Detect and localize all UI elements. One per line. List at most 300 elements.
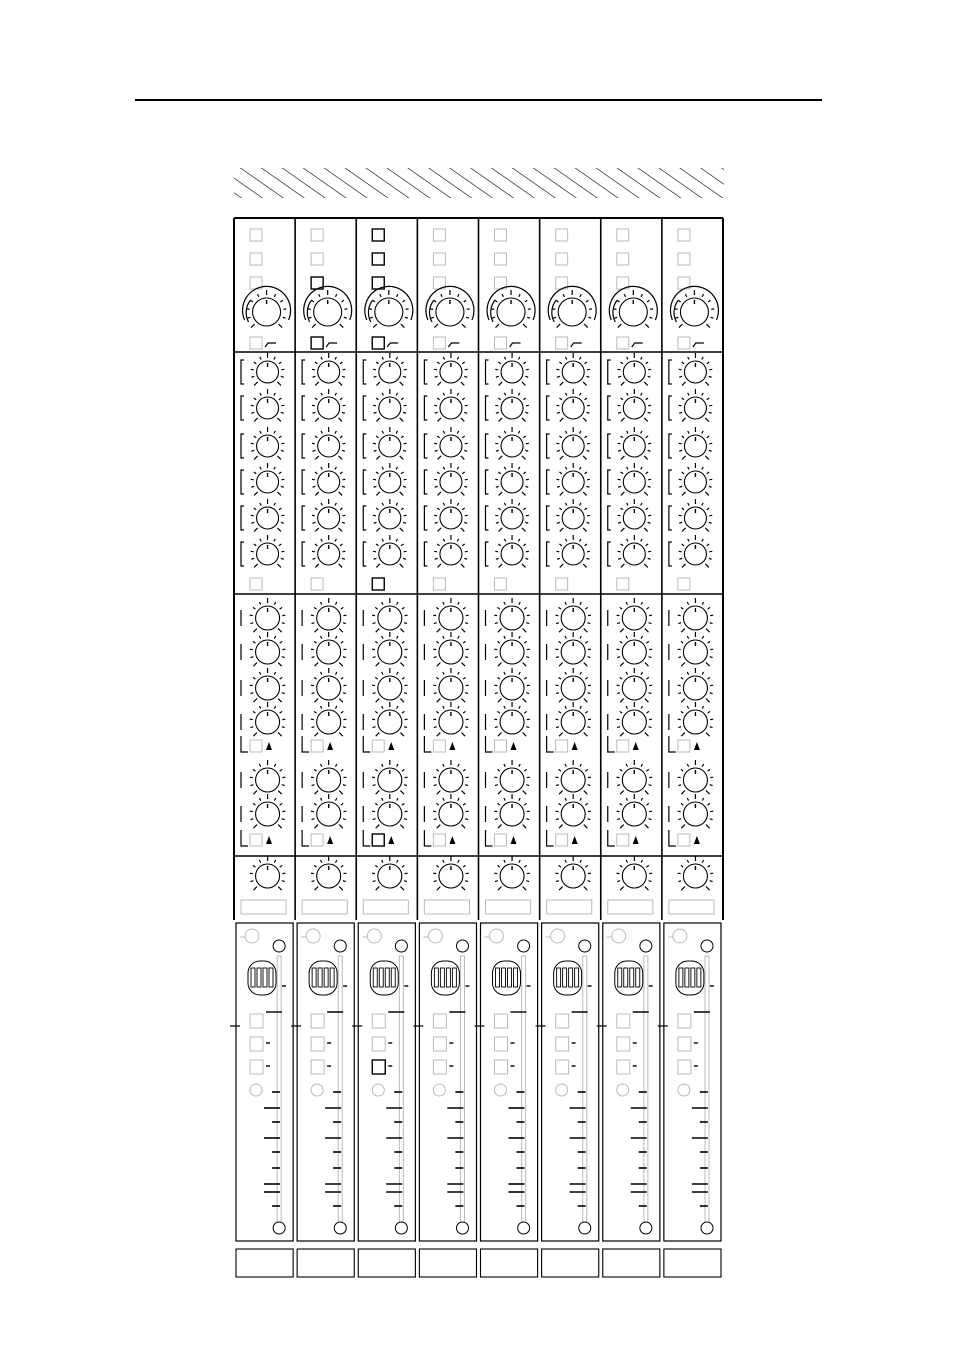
eq-knob-1[interactable]: [312, 353, 346, 385]
eq-knob-1[interactable]: [434, 353, 468, 385]
fader-cap-icon[interactable]: [334, 1222, 346, 1234]
gain-knob-tick: [624, 294, 625, 297]
eq-knob-4[interactable]: [556, 463, 590, 495]
eq-knob-5[interactable]: [434, 499, 468, 531]
input-button-2[interactable]: [617, 253, 629, 265]
aux-knob-4[interactable]: [433, 702, 469, 736]
pan-knob[interactable]: [678, 856, 714, 890]
input-button-1[interactable]: [250, 229, 262, 241]
aux-knob-6[interactable]: [250, 794, 286, 828]
scribble-strip-icon[interactable]: [358, 1249, 415, 1277]
eq-knob-5-tick: [277, 528, 281, 532]
eq-knob-4[interactable]: [434, 463, 468, 495]
eq-knob-6-tick: [260, 539, 261, 542]
scribble-strip-icon[interactable]: [603, 1249, 660, 1277]
aux-knob-2[interactable]: [433, 632, 469, 666]
gain-knob-tick: [618, 324, 622, 328]
aux-knob-5[interactable]: [250, 760, 286, 794]
aux-knob-1[interactable]: [250, 598, 286, 632]
aux-pre-button-1[interactable]: [250, 740, 262, 752]
fader-cap-icon[interactable]: [701, 1222, 713, 1234]
input-button-1[interactable]: [495, 229, 507, 241]
hpf-curve-icon: [510, 343, 521, 347]
aux-knob-2[interactable]: [372, 632, 408, 666]
eq-knob-5[interactable]: [373, 499, 407, 531]
aux-knob-4[interactable]: [311, 702, 347, 736]
aux-pre-button-1[interactable]: [617, 740, 629, 752]
aux-knob-4-tick: [343, 727, 346, 728]
eq-knob-2-tick: [321, 393, 322, 396]
eq-knob-6[interactable]: [373, 535, 407, 567]
pan-knob[interactable]: [311, 856, 347, 890]
aux-knob-2-tick: [278, 663, 282, 667]
group-button-3[interactable]: [556, 1060, 569, 1074]
eq-knob-6[interactable]: [434, 535, 468, 567]
fader-cap-icon[interactable]: [640, 1222, 652, 1234]
channel-label-strip[interactable]: [302, 900, 347, 914]
group-button-3[interactable]: [250, 1060, 263, 1074]
aux-knob-2-tick: [706, 663, 710, 667]
scribble-strip-icon[interactable]: [297, 1249, 354, 1277]
eq-knob-3[interactable]: [495, 427, 529, 459]
hpf-button[interactable]: [495, 337, 507, 349]
input-button-2[interactable]: [250, 253, 262, 265]
gain-knob[interactable]: [247, 290, 287, 328]
fader-top-screw: [273, 940, 285, 952]
gain-knob[interactable]: [491, 290, 531, 328]
eq-knob-2-tick: [559, 398, 561, 400]
aux-knob-5[interactable]: [433, 760, 469, 794]
aux-knob-5-tick: [585, 769, 587, 771]
pan-knob[interactable]: [433, 856, 469, 890]
aux-knob-4[interactable]: [494, 702, 530, 736]
group-button-3[interactable]: [311, 1060, 324, 1074]
aux-knob-1[interactable]: [494, 598, 530, 632]
aux-pre-button-2[interactable]: [311, 834, 323, 846]
eq-knob-5[interactable]: [312, 499, 346, 531]
gain-knob[interactable]: [614, 290, 654, 328]
aux-knob-6[interactable]: [555, 794, 591, 828]
eq-knob-6[interactable]: [618, 535, 652, 567]
eq-knob-1-tick: [705, 382, 709, 386]
group-button-3[interactable]: [495, 1060, 508, 1074]
aux-knob-1[interactable]: [311, 598, 347, 632]
aux-knob-4[interactable]: [617, 702, 653, 736]
aux-pre-button-1[interactable]: [433, 740, 445, 752]
aux-knob-2[interactable]: [617, 632, 653, 666]
eq-knob-3-tick: [342, 450, 345, 451]
aux-knob-1-tick: [559, 607, 561, 609]
aux-knob-2-tick: [620, 663, 624, 667]
pre-indicator-icon: [511, 836, 517, 844]
input-button-1[interactable]: [311, 229, 323, 241]
group-button-1[interactable]: [617, 1014, 630, 1028]
eq-button[interactable]: [495, 578, 507, 590]
pan-knob-tick: [437, 887, 441, 891]
pan-knob[interactable]: [617, 856, 653, 890]
group-button-1[interactable]: [433, 1014, 446, 1028]
group-button-1[interactable]: [250, 1014, 263, 1028]
fader-track: [461, 956, 465, 1226]
aux-knob-6[interactable]: [678, 794, 714, 828]
eq-bracket: [486, 360, 489, 384]
aux-pre-button-2[interactable]: [495, 834, 507, 846]
aux-pre-button-2[interactable]: [250, 834, 262, 846]
eq-knob-5-tick: [496, 522, 499, 523]
eq-button[interactable]: [433, 578, 445, 590]
fader-cap-icon[interactable]: [395, 1222, 407, 1234]
aux-knob-5[interactable]: [678, 760, 714, 794]
aux-knob-5-tick: [559, 791, 563, 795]
gain-knob-tick: [312, 300, 314, 302]
aux-knob-6[interactable]: [617, 794, 653, 828]
gain-knob[interactable]: [308, 290, 348, 328]
group-button-2[interactable]: [250, 1037, 263, 1051]
aux-knob-3-tick: [458, 672, 459, 675]
eq-knob-2[interactable]: [679, 389, 713, 421]
group-button-1[interactable]: [556, 1014, 569, 1028]
hpf-button[interactable]: [250, 337, 262, 349]
group-button-2[interactable]: [311, 1037, 324, 1051]
eq-button[interactable]: [250, 578, 262, 590]
aux-knob-2[interactable]: [250, 632, 286, 666]
aux-knob-2-tick: [646, 641, 648, 643]
aux-knob-3-tick: [434, 693, 437, 694]
aux-knob-1-tick: [343, 623, 346, 624]
eq-knob-3[interactable]: [373, 427, 407, 459]
channel-strip-3: [352, 218, 415, 1277]
group-button-1[interactable]: [311, 1014, 324, 1028]
aux-pre-button-2[interactable]: [556, 834, 568, 846]
eq-knob-2-tick: [679, 412, 682, 413]
eq-bracket: [424, 434, 427, 458]
aux-knob-3[interactable]: [250, 668, 286, 702]
hpf-button[interactable]: [678, 337, 690, 349]
eq-knob-2[interactable]: [312, 389, 346, 421]
eq-knob-2-tick: [340, 398, 342, 400]
input-button-1[interactable]: [617, 229, 629, 241]
eq-knob-5-tick: [274, 503, 275, 506]
eq-knob-3[interactable]: [312, 427, 346, 459]
gain-knob-tick: [708, 300, 710, 302]
group-button-2[interactable]: [678, 1037, 691, 1051]
aux-knob-4[interactable]: [678, 702, 714, 736]
aux-knob-1[interactable]: [617, 598, 653, 632]
eq-knob-2-tick: [382, 393, 383, 396]
eq-button[interactable]: [678, 578, 690, 590]
aux-knob-6[interactable]: [433, 794, 469, 828]
eq-knob-5-tick: [281, 522, 284, 523]
eq-knob-1[interactable]: [373, 353, 407, 385]
hpf-button[interactable]: [433, 337, 445, 349]
group-button-2[interactable]: [617, 1037, 630, 1051]
group-button-2[interactable]: [372, 1037, 385, 1051]
eq-knob-2[interactable]: [556, 389, 590, 421]
input-button-2[interactable]: [433, 253, 445, 265]
input-button-2[interactable]: [372, 253, 384, 265]
aux-knob-3[interactable]: [311, 668, 347, 702]
channel-label-strip[interactable]: [669, 900, 714, 914]
fader-cap-icon[interactable]: [273, 1222, 285, 1234]
eq-knob-1-tick: [340, 362, 342, 364]
aux-knob-5[interactable]: [617, 760, 653, 794]
eq-knob-3[interactable]: [618, 427, 652, 459]
led-icon: [245, 929, 259, 943]
eq-knob-5-tick: [702, 503, 703, 506]
eq-knob-5[interactable]: [495, 499, 529, 531]
eq-knob-6[interactable]: [556, 535, 590, 567]
eq-button[interactable]: [556, 578, 568, 590]
gain-knob-tick: [614, 317, 617, 318]
pan-knob-tick: [641, 860, 642, 863]
aux-knob-1-tick: [463, 607, 465, 609]
group-button-3[interactable]: [372, 1060, 385, 1074]
eq-knob-1-tick: [522, 382, 526, 386]
eq-knob-5[interactable]: [679, 499, 713, 531]
hpf-button[interactable]: [311, 337, 323, 349]
aux-knob-3[interactable]: [678, 668, 714, 702]
pan-knob[interactable]: [372, 856, 408, 890]
eq-knob-1[interactable]: [251, 353, 285, 385]
eq-bracket: [241, 396, 244, 420]
aux-knob-3-tick: [626, 672, 627, 675]
aux-knob-1[interactable]: [433, 598, 469, 632]
eq-knob-5-tick: [321, 503, 322, 506]
aux-knob-5[interactable]: [555, 760, 591, 794]
aux-pre-button-1[interactable]: [495, 740, 507, 752]
eq-knob-3-tick: [438, 456, 442, 460]
aux-knob-3-tick: [559, 699, 563, 703]
led-icon: [490, 929, 504, 943]
pan-knob-tick: [681, 887, 685, 891]
aux-knob-3[interactable]: [372, 668, 408, 702]
eq-knob-1[interactable]: [679, 353, 713, 385]
scribble-strip-icon[interactable]: [236, 1249, 293, 1277]
eq-knob-3[interactable]: [434, 427, 468, 459]
hpf-button[interactable]: [372, 337, 384, 349]
eq-knob-4-tick: [376, 492, 380, 496]
eq-knob-1[interactable]: [495, 353, 529, 385]
eq-button[interactable]: [311, 578, 323, 590]
eq-knob-6-tick: [618, 558, 621, 559]
pan-knob[interactable]: [555, 856, 591, 890]
pan-knob[interactable]: [250, 856, 286, 890]
eq-knob-6[interactable]: [679, 535, 713, 567]
eq-knob-1[interactable]: [618, 353, 652, 385]
input-button-2[interactable]: [495, 253, 507, 265]
eq-knob-4-tick: [279, 472, 281, 474]
eq-knob-5-tick: [644, 528, 648, 532]
eq-knob-5[interactable]: [556, 499, 590, 531]
aux-knob-1-tick: [339, 629, 343, 633]
group-button-3[interactable]: [617, 1060, 630, 1074]
eq-knob-4[interactable]: [373, 463, 407, 495]
channel-label-strip[interactable]: [424, 900, 469, 914]
input-button-1[interactable]: [433, 229, 445, 241]
aux-knob-2-tick: [580, 636, 581, 639]
aux-knob-3[interactable]: [555, 668, 591, 702]
eq-knob-3[interactable]: [556, 427, 590, 459]
eq-knob-6-tick: [648, 558, 651, 559]
aux-knob-3[interactable]: [494, 668, 530, 702]
aux-knob-5-tick: [339, 791, 343, 795]
eq-knob-6[interactable]: [495, 535, 529, 567]
aux-knob-3-tick: [580, 672, 581, 675]
group-button-2[interactable]: [495, 1037, 508, 1051]
meter-segment: [318, 968, 322, 987]
group-button-1[interactable]: [678, 1014, 691, 1028]
solo-led-icon: [311, 1084, 323, 1096]
eq-knob-6-tick: [462, 544, 464, 546]
eq-knob-3-tick: [682, 436, 684, 438]
eq-knob-2[interactable]: [251, 389, 285, 421]
channel-strip-1: [230, 229, 293, 1277]
aux-knob-6[interactable]: [494, 794, 530, 828]
eq-knob-2[interactable]: [618, 389, 652, 421]
eq-knob-1-tick: [518, 357, 519, 360]
input-button-2[interactable]: [678, 253, 690, 265]
eq-knob-5-tick: [403, 522, 406, 523]
channel-label-strip[interactable]: [486, 900, 531, 914]
aux-knob-5[interactable]: [311, 760, 347, 794]
eq-knob-2[interactable]: [373, 389, 407, 421]
aux-knob-5[interactable]: [372, 760, 408, 794]
eq-knob-2-tick: [648, 412, 651, 413]
input-button-1[interactable]: [556, 229, 568, 241]
aux-pre-button-1[interactable]: [678, 740, 690, 752]
aux-knob-2[interactable]: [678, 632, 714, 666]
gain-knob[interactable]: [552, 290, 592, 328]
channel-label-strip[interactable]: [547, 900, 592, 914]
eq-knob-5-tick: [641, 503, 642, 506]
aux-knob-2[interactable]: [311, 632, 347, 666]
input-button-1[interactable]: [678, 229, 690, 241]
aux-knob-2-tick: [641, 636, 642, 639]
eq-knob-1[interactable]: [556, 353, 590, 385]
aux-knob-6-tick: [382, 798, 383, 801]
gain-knob-tick: [523, 324, 527, 328]
aux-pre-button-1[interactable]: [372, 740, 384, 752]
meter-segment: [679, 968, 683, 987]
aux-knob-6[interactable]: [311, 794, 347, 828]
aux-knob-3[interactable]: [617, 668, 653, 702]
scribble-strip-icon[interactable]: [419, 1249, 476, 1277]
eq-bracket: [302, 470, 305, 494]
eq-knob-3[interactable]: [679, 427, 713, 459]
eq-knob-6[interactable]: [312, 535, 346, 567]
eq-knob-3-tick: [396, 431, 397, 434]
aux-knob-4[interactable]: [250, 702, 286, 736]
gain-knob-tick: [405, 317, 408, 318]
input-button-2[interactable]: [311, 253, 323, 265]
input-button-2[interactable]: [556, 253, 568, 265]
eq-button[interactable]: [617, 578, 629, 590]
eq-knob-4[interactable]: [618, 463, 652, 495]
aux-knob-1[interactable]: [372, 598, 408, 632]
aux-knob-5[interactable]: [494, 760, 530, 794]
aux-pre-button-1[interactable]: [311, 740, 323, 752]
group-button-2[interactable]: [433, 1037, 446, 1051]
aux-knob-2[interactable]: [555, 632, 591, 666]
aux-knob-2[interactable]: [494, 632, 530, 666]
fader-cap-icon[interactable]: [579, 1222, 591, 1234]
group-button-1[interactable]: [372, 1014, 385, 1028]
eq-knob-5[interactable]: [251, 499, 285, 531]
fader-cap-icon[interactable]: [457, 1222, 469, 1234]
aux-knob-2-tick: [335, 636, 336, 639]
aux-knob-2-tick: [556, 657, 559, 658]
eq-knob-4[interactable]: [679, 463, 713, 495]
pan-knob-tick: [375, 865, 377, 867]
input-button-1[interactable]: [372, 229, 384, 241]
scribble-strip-icon[interactable]: [481, 1249, 538, 1277]
channel-label-strip[interactable]: [608, 900, 653, 914]
aux-pre-button-1[interactable]: [556, 740, 568, 752]
hpf-curve-icon: [632, 343, 643, 347]
group-button-2[interactable]: [556, 1037, 569, 1051]
aux-knob-1[interactable]: [678, 598, 714, 632]
eq-knob-2-tick: [707, 398, 709, 400]
scribble-strip-icon[interactable]: [664, 1249, 721, 1277]
aux-knob-3-tick: [382, 672, 383, 675]
aux-pre-button-2[interactable]: [678, 834, 690, 846]
group-button-3[interactable]: [433, 1060, 446, 1074]
eq-knob-2[interactable]: [434, 389, 468, 421]
aux-knob-4[interactable]: [555, 702, 591, 736]
aux-knob-2-tick: [253, 663, 257, 667]
gain-knob[interactable]: [675, 290, 715, 328]
eq-knob-4[interactable]: [312, 463, 346, 495]
eq-knob-1-tick: [457, 357, 458, 360]
eq-knob-4[interactable]: [495, 463, 529, 495]
channel-label-strip[interactable]: [363, 900, 408, 914]
eq-knob-6[interactable]: [251, 535, 285, 567]
aux-knob-3[interactable]: [433, 668, 469, 702]
aux-pre-button-2[interactable]: [433, 834, 445, 846]
aux-knob-1-tick: [559, 629, 563, 633]
eq-knob-2[interactable]: [495, 389, 529, 421]
hpf-button[interactable]: [617, 337, 629, 349]
aux-knob-3-tick: [498, 699, 502, 703]
aux-knob-2-tick: [339, 663, 343, 667]
gain-knob[interactable]: [430, 290, 470, 328]
aux-knob-3-tick: [321, 672, 322, 675]
eq-knob-3[interactable]: [251, 427, 285, 459]
pan-knob-tick: [343, 881, 346, 882]
gain-knob-tick: [462, 324, 466, 328]
channel-label-strip[interactable]: [241, 900, 286, 914]
hpf-button[interactable]: [556, 337, 568, 349]
eq-bracket: [241, 434, 244, 458]
aux-knob-6[interactable]: [372, 794, 408, 828]
gain-knob[interactable]: [369, 290, 409, 328]
group-button-1[interactable]: [495, 1014, 508, 1028]
eq-knob-5[interactable]: [618, 499, 652, 531]
eq-button[interactable]: [372, 578, 384, 590]
aux-knob-1[interactable]: [555, 598, 591, 632]
eq-knob-1-tick: [707, 362, 709, 364]
aux-pre-button-2[interactable]: [617, 834, 629, 846]
group-button-3[interactable]: [678, 1060, 691, 1074]
pan-knob[interactable]: [494, 856, 530, 890]
fader-cap-icon[interactable]: [518, 1222, 530, 1234]
aux-knob-3-tick: [559, 677, 561, 679]
aux-pre-button-2[interactable]: [372, 834, 384, 846]
aux-knob-4[interactable]: [372, 702, 408, 736]
eq-knob-2-tick: [641, 393, 642, 396]
scribble-strip-icon[interactable]: [542, 1249, 599, 1277]
eq-knob-4[interactable]: [251, 463, 285, 495]
